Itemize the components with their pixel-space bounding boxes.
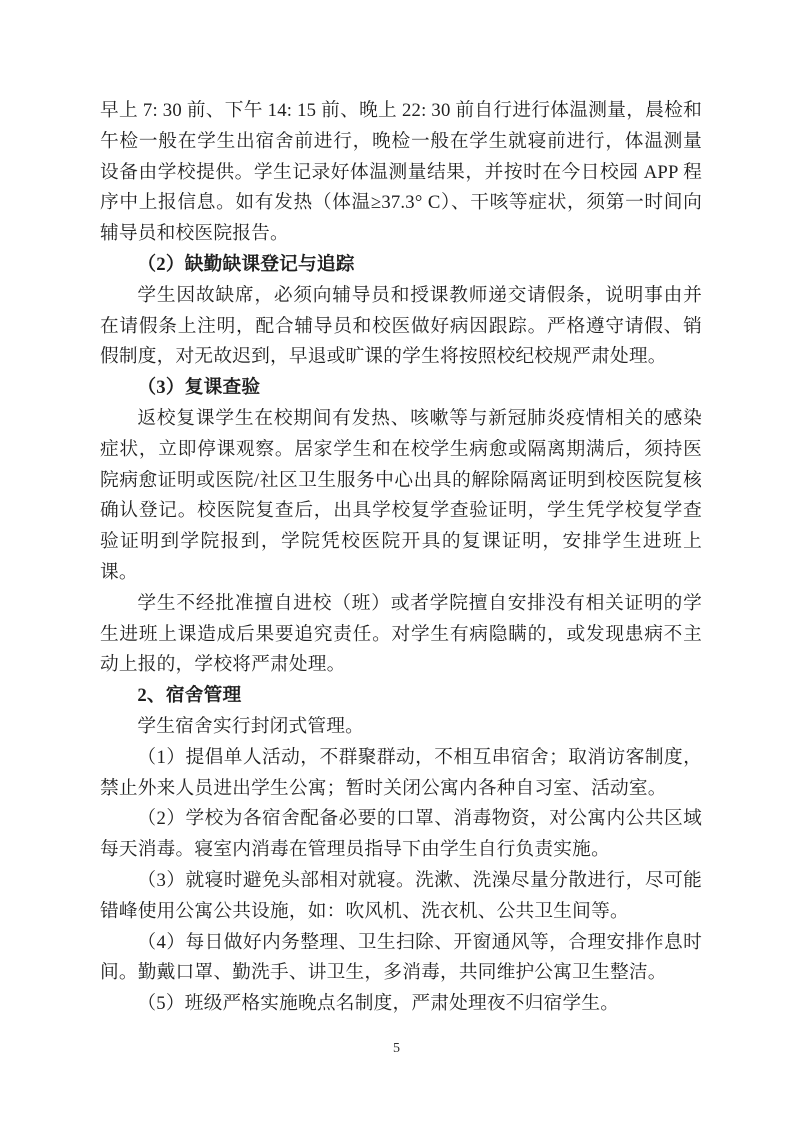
paragraph-temperature-measurement: 早上 7: 30 前、下午 14: 15 前、晚上 22: 30 前自行进行体温测量，晨检和午检一般在学生出宿舍前进行，晚检一般在学生就寝前进行，体温测量设备由学校提供。学生记录好体温测量结果，并按时在今日校园 APP 程序中上报信息。如有发热（体温≥37.3° C）、干咳等症状，须第一时间向辅导员和校医院报告。 xyxy=(100,100,702,245)
paragraph-closed-management: 学生宿舍实行封闭式管理。 xyxy=(137,715,365,737)
paragraph-rule-4-daily-hygiene: （4）每日做好内务整理、卫生扫除、开窗通风等，合理安排作息时间。勤戴口罩、勤洗手、讲卫生，多消毒，共同维护公寓卫生整洁。 xyxy=(100,931,702,984)
heading-absence-registration-tracking: （2）缺勤缺课登记与追踪 xyxy=(137,253,355,275)
paragraph-unauthorized-entry-liability: 学生不经批准擅自进校（班）或者学院擅自安排没有相关证明的学生进班上课造成后果要追究责任。对学生有病隐瞒的，或发现患病不主动上报的，学校将严肃处理。 xyxy=(100,592,702,676)
paragraph-resume-class-procedure: 返校复课学生在校期间有发热、咳嗽等与新冠肺炎疫情相关的感染症状，立即停课观察。居家学生和在校学生病愈或隔离期满后，须持医院病愈证明或医院/社区卫生服务中心出具的解除隔离证明到校医院复核确认登记。校医院复查后，出具学校复学查验证明，学生凭学校复学查验证明到学院报到，学院凭校医院开具的复课证明，安排学生进班上课。 xyxy=(100,407,702,583)
paragraph-rule-5-night-roll-call: （5）班级严格实施晚点名制度，严肃处理夜不归宿学生。 xyxy=(137,993,620,1015)
paragraph-rule-1-no-gathering: （1）提倡单人活动，不群聚群动，不相互串宿舍；取消访客制度，禁止外来人员进出学生公寓；暂时关闭公寓内各种自习室、活动室。 xyxy=(100,746,702,799)
page-number: 5 xyxy=(393,1041,400,1056)
paragraph-rule-3-sleeping-washing: （3）就寝时避免头部相对就寝。洗漱、洗澡尽量分散进行，尽可能错峰使用公寓公共设施，如：吹风机、洗衣机、公共卫生间等。 xyxy=(100,869,702,922)
paragraph-rule-2-disinfection-supplies: （2）学校为各宿舍配备必要的口罩、消毒物资，对公寓内公共区域每天消毒。寝室内消毒在管理员指导下由学生自行负责实施。 xyxy=(100,808,702,861)
paragraph-absence-leave-rules: 学生因故缺席，必须向辅导员和授课教师递交请假条，说明事由并在请假条上注明，配合辅导员和校医做好病因跟踪。严格遵守请假、销假制度，对无故迟到，早退或旷课的学生将按照校纪校规严肃处理。 xyxy=(100,284,702,368)
document-body xyxy=(100,96,702,1020)
heading-dormitory-management: 2、宿舍管理 xyxy=(137,685,242,707)
heading-resume-class-verification: （3）复课查验 xyxy=(137,377,261,399)
